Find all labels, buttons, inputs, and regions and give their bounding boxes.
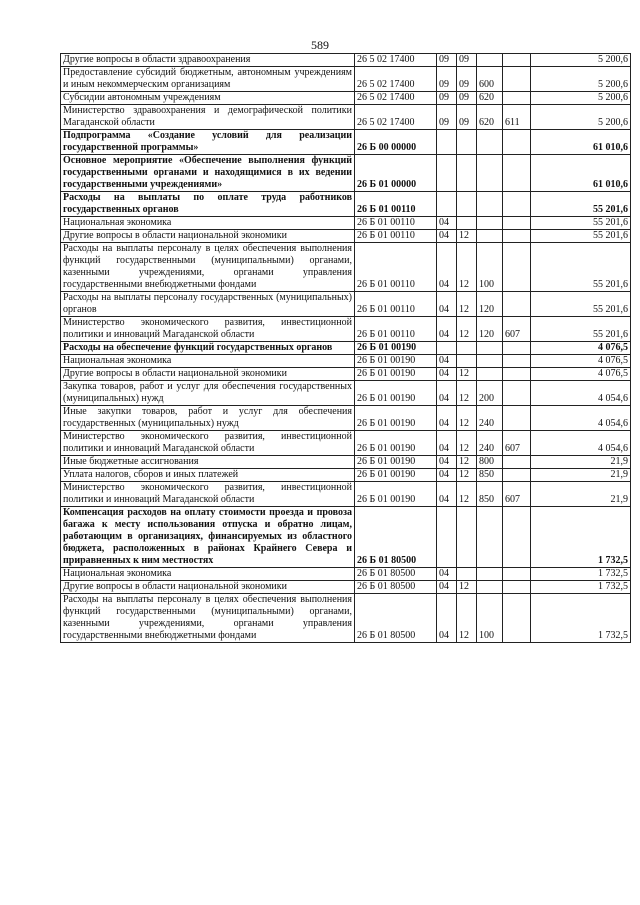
row-name: Министерство экономического развития, инвестиционной политики и инноваций Магаданской области: [61, 482, 355, 507]
target-article-code: 26 Б 01 80500: [355, 568, 437, 581]
administrator-code: [503, 243, 531, 292]
table-row: [61, 317, 631, 342]
subsection-code: 12: [457, 406, 477, 431]
table-row: [61, 581, 631, 594]
amount: 5 200,6: [531, 92, 631, 105]
table-row: [61, 482, 631, 507]
subsection-code: 12: [457, 594, 477, 643]
section-code: [437, 342, 457, 355]
row-name: Министерство здравоохранения и демографической политики Магаданской области: [61, 105, 355, 130]
amount: 5 200,6: [531, 105, 631, 130]
section-code: 04: [437, 243, 457, 292]
administrator-code: [503, 217, 531, 230]
row-name: Министерство экономического развития, инвестиционной политики и инноваций Магаданской области: [61, 317, 355, 342]
subsection-code: 09: [457, 54, 477, 67]
section-code: [437, 130, 457, 155]
expense-type-code: 100: [477, 243, 503, 292]
administrator-code: [503, 54, 531, 67]
subsection-code: 09: [457, 105, 477, 130]
table-row: [61, 105, 631, 130]
administrator-code: [503, 568, 531, 581]
expense-type-code: 600: [477, 67, 503, 92]
section-code: 04: [437, 368, 457, 381]
section-code: 04: [437, 469, 457, 482]
subsection-code: [457, 192, 477, 217]
amount: 55 201,6: [531, 230, 631, 243]
table-row: [61, 568, 631, 581]
target-article-code: 26 Б 01 00190: [355, 368, 437, 381]
row-name: Другие вопросы в области национальной экономики: [61, 581, 355, 594]
administrator-code: [503, 92, 531, 105]
section-code: 04: [437, 456, 457, 469]
amount: 21,9: [531, 456, 631, 469]
expense-type-code: 100: [477, 594, 503, 643]
target-article-code: 26 Б 01 00110: [355, 217, 437, 230]
table-row: [61, 355, 631, 368]
expense-type-code: 850: [477, 482, 503, 507]
expense-type-code: [477, 155, 503, 192]
target-article-code: 26 Б 01 00110: [355, 317, 437, 342]
subsection-code: 12: [457, 431, 477, 456]
table-row: [61, 67, 631, 92]
administrator-code: [503, 342, 531, 355]
table-row: [61, 406, 631, 431]
budget-table-body: [61, 54, 631, 643]
row-name: Расходы на выплаты по оплате труда работников государственных органов: [61, 192, 355, 217]
expense-type-code: 620: [477, 105, 503, 130]
section-code: 04: [437, 381, 457, 406]
table-row: [61, 54, 631, 67]
table-row: [61, 217, 631, 230]
expense-type-code: [477, 217, 503, 230]
amount: 55 201,6: [531, 292, 631, 317]
administrator-code: 607: [503, 482, 531, 507]
amount: 1 732,5: [531, 594, 631, 643]
row-name: Иные закупки товаров, работ и услуг для обеспечения государственных (муниципальных) нужд: [61, 406, 355, 431]
expense-type-code: [477, 130, 503, 155]
administrator-code: [503, 192, 531, 217]
row-name: Предоставление субсидий бюджетным, автономным учреждениям и иным некоммерческим организациям: [61, 67, 355, 92]
subsection-code: 12: [457, 368, 477, 381]
subsection-code: 12: [457, 317, 477, 342]
administrator-code: [503, 469, 531, 482]
amount: 1 732,5: [531, 507, 631, 568]
amount: 4 054,6: [531, 431, 631, 456]
row-name: Основное мероприятие «Обеспечение выполнения функций государственными органами и находящимися в их ведении государственными учреждениями»: [61, 155, 355, 192]
table-row: [61, 431, 631, 456]
expense-type-code: 850: [477, 469, 503, 482]
amount: 55 201,6: [531, 317, 631, 342]
section-code: 04: [437, 431, 457, 456]
section-code: 04: [437, 317, 457, 342]
target-article-code: 26 5 02 17400: [355, 67, 437, 92]
expense-type-code: 200: [477, 381, 503, 406]
subsection-code: [457, 342, 477, 355]
page-number: 589: [311, 38, 329, 52]
row-name: Подпрограмма «Создание условий для реализации государственной программы»: [61, 130, 355, 155]
row-name: Уплата налогов, сборов и иных платежей: [61, 469, 355, 482]
row-name: Расходы на выплаты персоналу в целях обеспечения выполнения функций государственными (муниципальными) органами, казенными учреждениями, органами управления государственными внебюджетными фондами: [61, 243, 355, 292]
section-code: 04: [437, 217, 457, 230]
table-row: [61, 507, 631, 568]
target-article-code: 26 Б 01 00190: [355, 355, 437, 368]
subsection-code: 09: [457, 92, 477, 105]
section-code: 04: [437, 482, 457, 507]
row-name: Закупка товаров, работ и услуг для обеспечения государственных (муниципальных) нужд: [61, 381, 355, 406]
expense-type-code: 240: [477, 406, 503, 431]
section-code: [437, 155, 457, 192]
target-article-code: 26 Б 01 00110: [355, 192, 437, 217]
amount: 4 054,6: [531, 406, 631, 431]
amount: 55 201,6: [531, 243, 631, 292]
expense-type-code: [477, 507, 503, 568]
amount: 5 200,6: [531, 67, 631, 92]
expense-type-code: 800: [477, 456, 503, 469]
target-article-code: 26 Б 01 00190: [355, 381, 437, 406]
subsection-code: 12: [457, 381, 477, 406]
administrator-code: [503, 406, 531, 431]
expense-type-code: 240: [477, 431, 503, 456]
expense-type-code: 120: [477, 292, 503, 317]
row-name: Компенсация расходов на оплату стоимости проезда и провоза багажа к месту использования отпуска и обратно лицам, работающим в организациях, финансируемых из областного бюджета, расположенных в районах Крайнего Севера и приравненных к ним местностях: [61, 507, 355, 568]
administrator-code: [503, 230, 531, 243]
row-name: Субсидии автономным учреждениям: [61, 92, 355, 105]
target-article-code: 26 Б 01 80500: [355, 581, 437, 594]
row-name: Расходы на выплаты персоналу в целях обеспечения выполнения функций государственными (муниципальными) органами, казенными учреждениями, органами управления государственными внебюджетными фондами: [61, 594, 355, 643]
section-code: 04: [437, 594, 457, 643]
target-article-code: 26 Б 01 80500: [355, 507, 437, 568]
expense-type-code: [477, 368, 503, 381]
row-name: Национальная экономика: [61, 217, 355, 230]
subsection-code: 12: [457, 581, 477, 594]
table-row: [61, 342, 631, 355]
table-row: [61, 469, 631, 482]
administrator-code: [503, 581, 531, 594]
subsection-code: 09: [457, 67, 477, 92]
amount: 1 732,5: [531, 581, 631, 594]
subsection-code: [457, 217, 477, 230]
amount: 4 076,5: [531, 368, 631, 381]
table-row: [61, 381, 631, 406]
subsection-code: [457, 130, 477, 155]
administrator-code: [503, 292, 531, 317]
table-row: [61, 230, 631, 243]
administrator-code: [503, 368, 531, 381]
target-article-code: 26 5 02 17400: [355, 54, 437, 67]
amount: 21,9: [531, 469, 631, 482]
subsection-code: [457, 507, 477, 568]
subsection-code: 12: [457, 482, 477, 507]
section-code: [437, 507, 457, 568]
target-article-code: 26 Б 01 00190: [355, 469, 437, 482]
expense-type-code: 620: [477, 92, 503, 105]
target-article-code: 26 Б 01 80500: [355, 594, 437, 643]
target-article-code: 26 Б 01 00110: [355, 230, 437, 243]
row-name: Другие вопросы в области национальной экономики: [61, 230, 355, 243]
administrator-code: [503, 67, 531, 92]
expense-type-code: [477, 355, 503, 368]
target-article-code: 26 Б 01 00110: [355, 243, 437, 292]
administrator-code: [503, 355, 531, 368]
subsection-code: 12: [457, 292, 477, 317]
subsection-code: 12: [457, 230, 477, 243]
amount: 4 076,5: [531, 355, 631, 368]
row-name: Национальная экономика: [61, 355, 355, 368]
expense-type-code: 120: [477, 317, 503, 342]
subsection-code: 12: [457, 469, 477, 482]
table-row: [61, 368, 631, 381]
expense-type-code: [477, 342, 503, 355]
expense-type-code: [477, 230, 503, 243]
subsection-code: 12: [457, 456, 477, 469]
row-name: Другие вопросы в области национальной экономики: [61, 368, 355, 381]
target-article-code: 26 5 02 17400: [355, 92, 437, 105]
row-name: Расходы на обеспечение функций государственных органов: [61, 342, 355, 355]
administrator-code: 611: [503, 105, 531, 130]
target-article-code: 26 Б 01 00110: [355, 292, 437, 317]
row-name: Национальная экономика: [61, 568, 355, 581]
section-code: 09: [437, 67, 457, 92]
subsection-code: [457, 155, 477, 192]
table-row: [61, 243, 631, 292]
target-article-code: 26 Б 01 00190: [355, 482, 437, 507]
expense-type-code: [477, 54, 503, 67]
amount: 61 010,6: [531, 130, 631, 155]
expense-type-code: [477, 581, 503, 594]
expense-type-code: [477, 568, 503, 581]
administrator-code: [503, 507, 531, 568]
target-article-code: 26 Б 01 00190: [355, 431, 437, 456]
section-code: 04: [437, 355, 457, 368]
row-name: Иные бюджетные ассигнования: [61, 456, 355, 469]
section-code: 04: [437, 406, 457, 431]
budget-table: [60, 53, 631, 643]
section-code: 09: [437, 105, 457, 130]
section-code: 04: [437, 230, 457, 243]
table-row: [61, 92, 631, 105]
section-code: 04: [437, 581, 457, 594]
administrator-code: [503, 456, 531, 469]
table-row: [61, 292, 631, 317]
row-name: Другие вопросы в области здравоохранения: [61, 54, 355, 67]
subsection-code: 12: [457, 243, 477, 292]
table-row: [61, 456, 631, 469]
table-row: [61, 594, 631, 643]
amount: 55 201,6: [531, 217, 631, 230]
target-article-code: 26 Б 00 00000: [355, 130, 437, 155]
administrator-code: [503, 130, 531, 155]
amount: 4 076,5: [531, 342, 631, 355]
section-code: 04: [437, 568, 457, 581]
row-name: Расходы на выплаты персоналу государственных (муниципальных) органов: [61, 292, 355, 317]
section-code: 04: [437, 292, 457, 317]
table-row: [61, 155, 631, 192]
table-row: [61, 130, 631, 155]
amount: 61 010,6: [531, 155, 631, 192]
subsection-code: [457, 568, 477, 581]
target-article-code: 26 Б 01 00190: [355, 342, 437, 355]
target-article-code: 26 5 02 17400: [355, 105, 437, 130]
administrator-code: 607: [503, 431, 531, 456]
administrator-code: [503, 594, 531, 643]
administrator-code: [503, 381, 531, 406]
table-row: [61, 192, 631, 217]
amount: 4 054,6: [531, 381, 631, 406]
section-code: [437, 192, 457, 217]
section-code: 09: [437, 54, 457, 67]
target-article-code: 26 Б 01 00000: [355, 155, 437, 192]
administrator-code: 607: [503, 317, 531, 342]
subsection-code: [457, 355, 477, 368]
row-name: Министерство экономического развития, инвестиционной политики и инноваций Магаданской области: [61, 431, 355, 456]
amount: 55 201,6: [531, 192, 631, 217]
target-article-code: 26 Б 01 00190: [355, 456, 437, 469]
expense-type-code: [477, 192, 503, 217]
amount: 1 732,5: [531, 568, 631, 581]
section-code: 09: [437, 92, 457, 105]
amount: 21,9: [531, 482, 631, 507]
target-article-code: 26 Б 01 00190: [355, 406, 437, 431]
administrator-code: [503, 155, 531, 192]
amount: 5 200,6: [531, 54, 631, 67]
